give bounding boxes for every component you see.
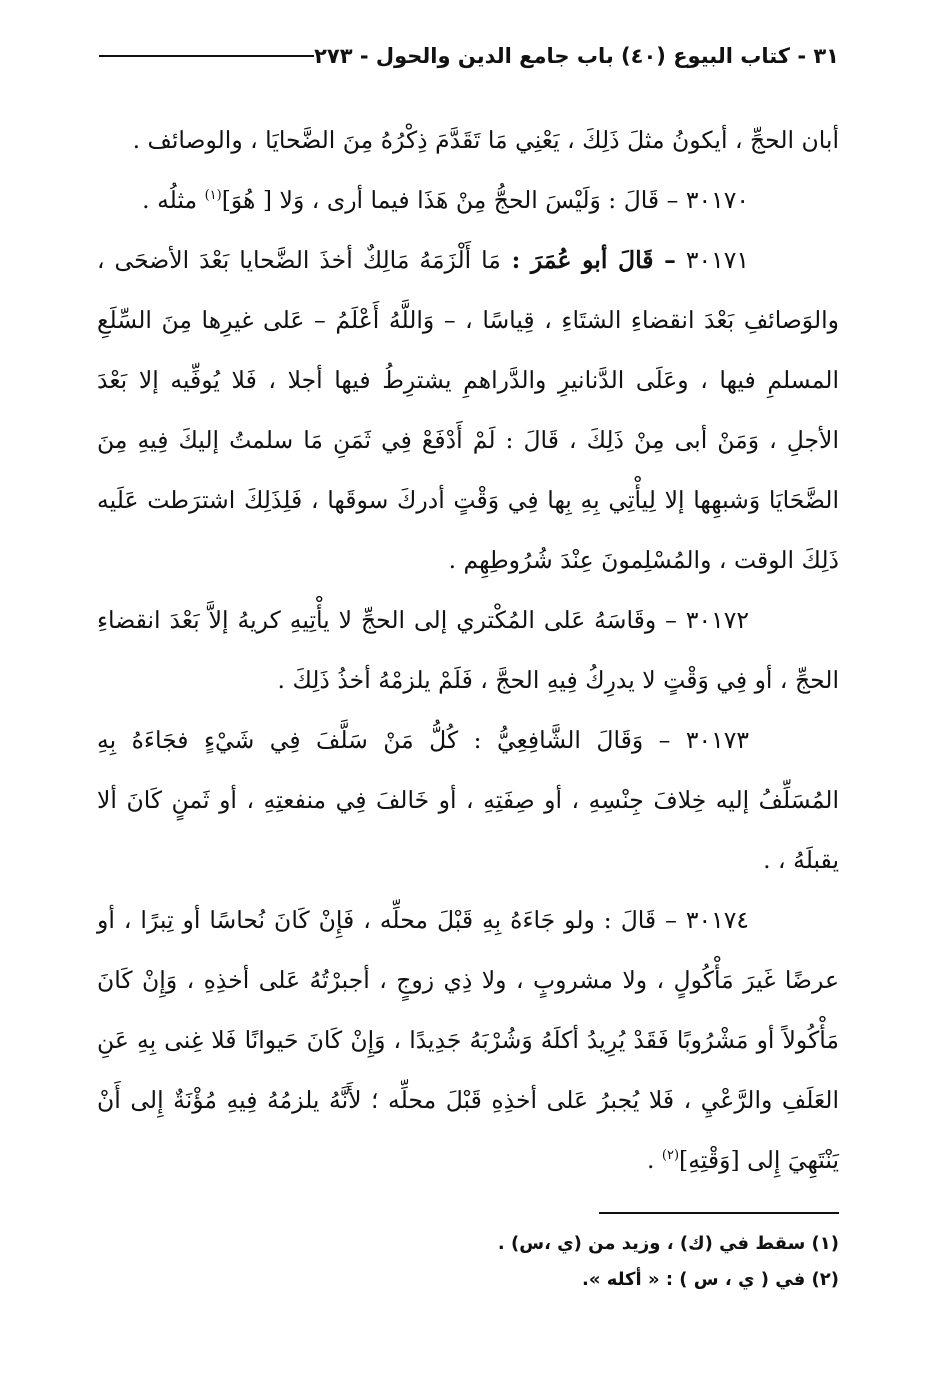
paragraph-text: – وَقَالَ الشَّافِعِيُّ : كُلُّ مَنْ سَلَّفَ فِي شَيْءٍ فجَاءَهُ بِهِ المُسَلِّفُ إليه خِلافَ جِنْسِهِ ، أو صِفَتِهِ ، أو خَالفَ فِي منفعتِهِ ، أو ثَمنٍ كَانَ ألا يقبلَهُ ، . [97,726,839,874]
footnote-reference[interactable]: (١) [204,188,222,204]
paragraph-text-tail: . [646,1146,662,1174]
paragraph-text-tail: مثلُه . [142,186,205,214]
paragraph-30171 [97,230,839,590]
paragraph-30174 [97,890,839,1190]
body-text [97,110,839,1190]
footnotes [97,1226,839,1298]
footnote-1: (١) سقط في (ك) ، وزيد من (ي ،س) . [497,1233,839,1254]
footnote-2: (٢) في ( ي ، س ) : « أكله ». [582,1269,839,1290]
paragraph-text: أبان الحجِّ ، أيكونُ مثلَ ذَلِكَ ، يَعْنِي مَا تَقَدَّمَ ذِكْرُهُ مِنَ الضَّحايَا ، والوصائف . [132,126,839,154]
paragraph-number: ٣٠١٧٤ [685,906,749,934]
paragraph-number: ٣٠١٧٠ [685,186,749,214]
paragraph-number: ٣٠١٧١ [685,246,749,274]
paragraph-30173 [97,710,839,890]
footnote-reference[interactable]: (٢) [661,1148,680,1164]
header-rule [99,55,314,57]
paragraph-30170 [97,170,839,230]
paragraph-text: – وقَاسَهُ عَلى المُكْتري إلى الحجِّ لا يأْتِيهِ كريهُ إلاَّ بَعْدَ انقضاءِ الحجِّ ، أو فِي وَقْتٍ لا يدرِكُ فِيهِ الحجَّ ، فَلَمْ يلزمْهُ أخذُ ذَلِكَ . [97,606,839,694]
paragraph-number: ٣٠١٧٢ [685,606,749,634]
paragraph-lead: – قَالَ أبو عُمَرَ : [500,246,676,274]
paragraph-text: – قَالَ : ولو جَاءَهُ بِهِ قَبْلَ محلِّه ، فَإِنْ كَانَ نُحاسًا أو تِبرًا ، أو عرضًا غَيرَ مَأْكُولٍ ، ولا مشروبٍ ، ولا ذِي زوجٍ ، أجبرْتُهُ عَلى أخذِهِ ، وَإِنْ كَانَ مَأْكُولاً أو مَشْرُوبًا فَقَدْ يُرِيدُ أكلَهُ وَشُرْبَهُ جَدِيدًا ، وَإِنْ كَانَ حَيوانًا فَلا غِنى بِهِ عَنِ العَلَفِ والرَّعْيِ ، فَلا يُجبرُ عَلى أخذِهِ قَبْلَ محلِّه ؛ لأَنَّهُ يلزمُهُ فِيهِ مُؤْنَةٌ إِلى أَنْ يَنْتَهِيَ إِلى [وَقْتِهِ] [97,906,840,1174]
paragraph-continuation [97,110,839,170]
paragraph-text: مَا أَلْزَمَهُ مَالِكٌ أخذَ الضَّحايا بَعْدَ الأضحَى ، والوَصائفِ بَعْدَ انقضاءِ الشتَاءِ ، قِياسًا ، – وَاللَّهُ أَعْلَمُ – عَلى غيرِها مِنَ السِّلَعِ المسلمِ فيها ، وعَلَى الدَّنانيرِ والدَّراهمِ يشترِطُ فيها أجلا ، فَلا يُوفِّيه إلا بَعْدَ الأجلِ ، وَمَنْ أبى مِنْ ذَلِكَ ، قَالَ : لَمْ أَدْفَعْ فِي ثَمَنِ مَا سلمتُ إليكَ فِيهِ مِنَ الضَّحَايَا وَشبهِها إلا لِيأْتِي بِهِ بِها فِي وَقْتٍ أدركَ سوقَها ، فَلِذَلِكَ اشترَطت عَلَيه ذَلِكَ الوقت ، والمُسْلِمونَ عِنْدَ شُرُوطِهِم . [97,246,839,574]
paragraph-number: ٣٠١٧٣ [685,726,749,754]
paragraph-30172 [97,590,839,710]
paragraph-text: – قَالَ : وَلَيْسَ الحجُّ مِنْ هَذَا فيما أرى ، وَلا [ هُوَ] [221,186,679,214]
footnote-separator [599,1212,839,1214]
running-header [99,36,839,76]
header-title: ٣١ - كتاب البيوع (٤٠) باب جامع الدين والحول - ٢٧٣ [314,44,839,68]
